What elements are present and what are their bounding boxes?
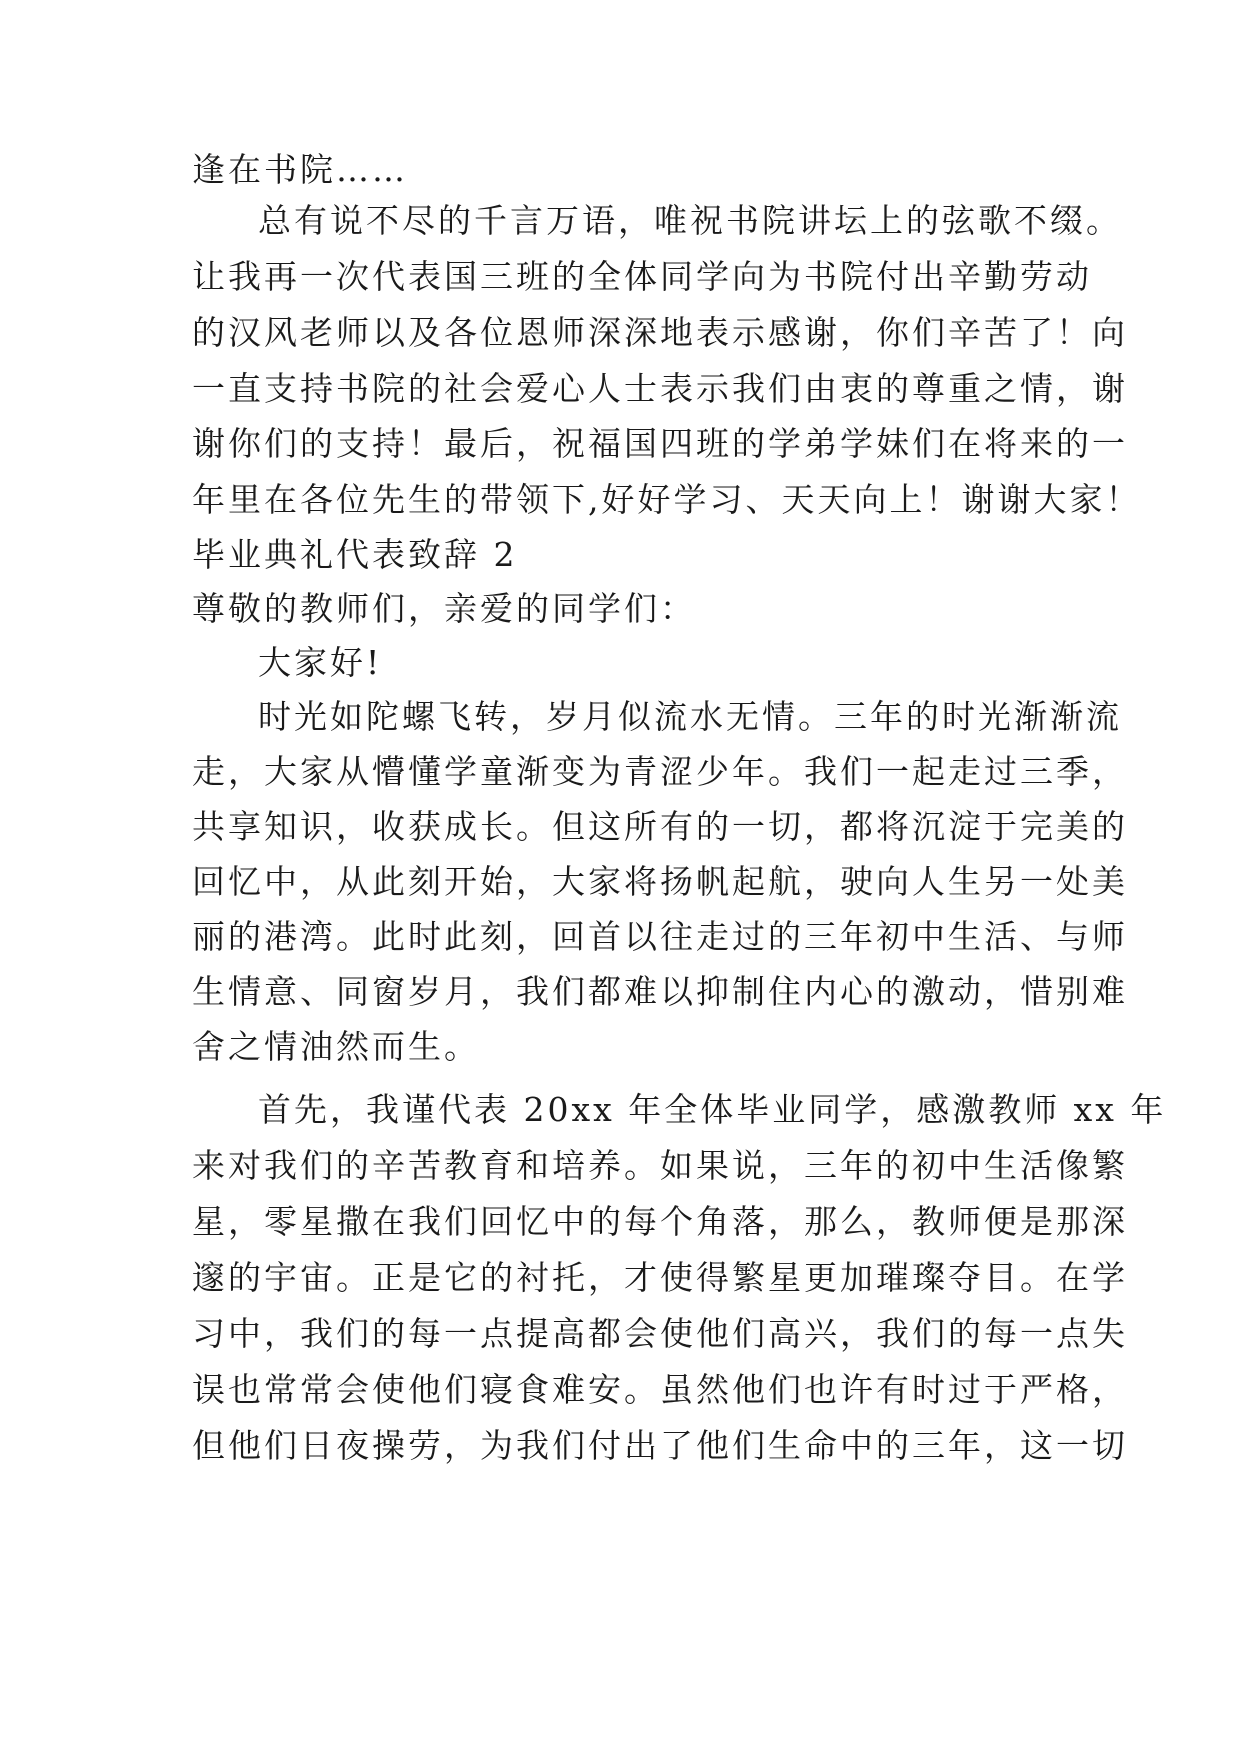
text-line: 的汉风老师以及各位恩师深深地表示感谢，你们辛苦了！向 (192, 313, 1128, 352)
text-line: 习中，我们的每一点提高都会使他们高兴，我们的每一点失 (192, 1314, 1128, 1353)
text-line: 谢你们的支持！最后，祝福国四班的学弟学妹们在将来的一 (192, 424, 1128, 463)
text-line: 来对我们的辛苦教育和培养。如果说，三年的初中生活像繁 (192, 1146, 1128, 1185)
text-line: 共享知识，收获成长。但这所有的一切，都将沉淀于完美的 (192, 807, 1128, 846)
text-line: 邃的宇宙。正是它的衬托，才使得繁星更加璀璨夺目。在学 (192, 1258, 1128, 1297)
salutation: 尊敬的教师们，亲爱的同学们： (192, 589, 696, 628)
paragraph-start: 总有说不尽的千言万语，唯祝书院讲坛上的弦歌不缀。 (258, 201, 1122, 240)
text-line: 舍之情油然而生。 (192, 1027, 480, 1066)
text-line: 但他们日夜操劳，为我们付出了他们生命中的三年，这一切 (192, 1426, 1128, 1465)
paragraph-start: 首先，我谨代表 20xx 年全体毕业同学，感激教师 xx 年 (258, 1090, 1167, 1129)
text-line: 生情意、同窗岁月，我们都难以抑制住内心的激动，惜别难 (192, 972, 1128, 1011)
text-line: 丽的港湾。此时此刻，回首以往走过的三年初中生活、与师 (192, 917, 1128, 956)
text-line: 年里在各位先生的带领下,好好学习、天天向上！谢谢大家！ (192, 480, 1142, 519)
section-title: 毕业典礼代表致辞 2 (192, 535, 518, 574)
text-line: 星，零星撒在我们回忆中的每个角落，那么，教师便是那深 (192, 1202, 1128, 1241)
text-line: 逢在书院…… (192, 150, 408, 189)
text-line: 回忆中，从此刻开始，大家将扬帆起航，驶向人生另一处美 (192, 862, 1128, 901)
text-line: 误也常常会使他们寝食难安。虽然他们也许有时过于严格， (192, 1370, 1128, 1409)
text-line: 让我再一次代表国三班的全体同学向为书院付出辛勤劳动 (192, 257, 1092, 296)
text-line: 一直支持书院的社会爱心人士表示我们由衷的尊重之情，谢 (192, 369, 1128, 408)
text-line: 走，大家从懵懂学童渐变为青涩少年。我们一起走过三季， (192, 752, 1128, 791)
paragraph-start: 时光如陀螺飞转，岁月似流水无情。三年的时光渐渐流 (258, 697, 1122, 736)
greeting: 大家好! (258, 643, 383, 682)
